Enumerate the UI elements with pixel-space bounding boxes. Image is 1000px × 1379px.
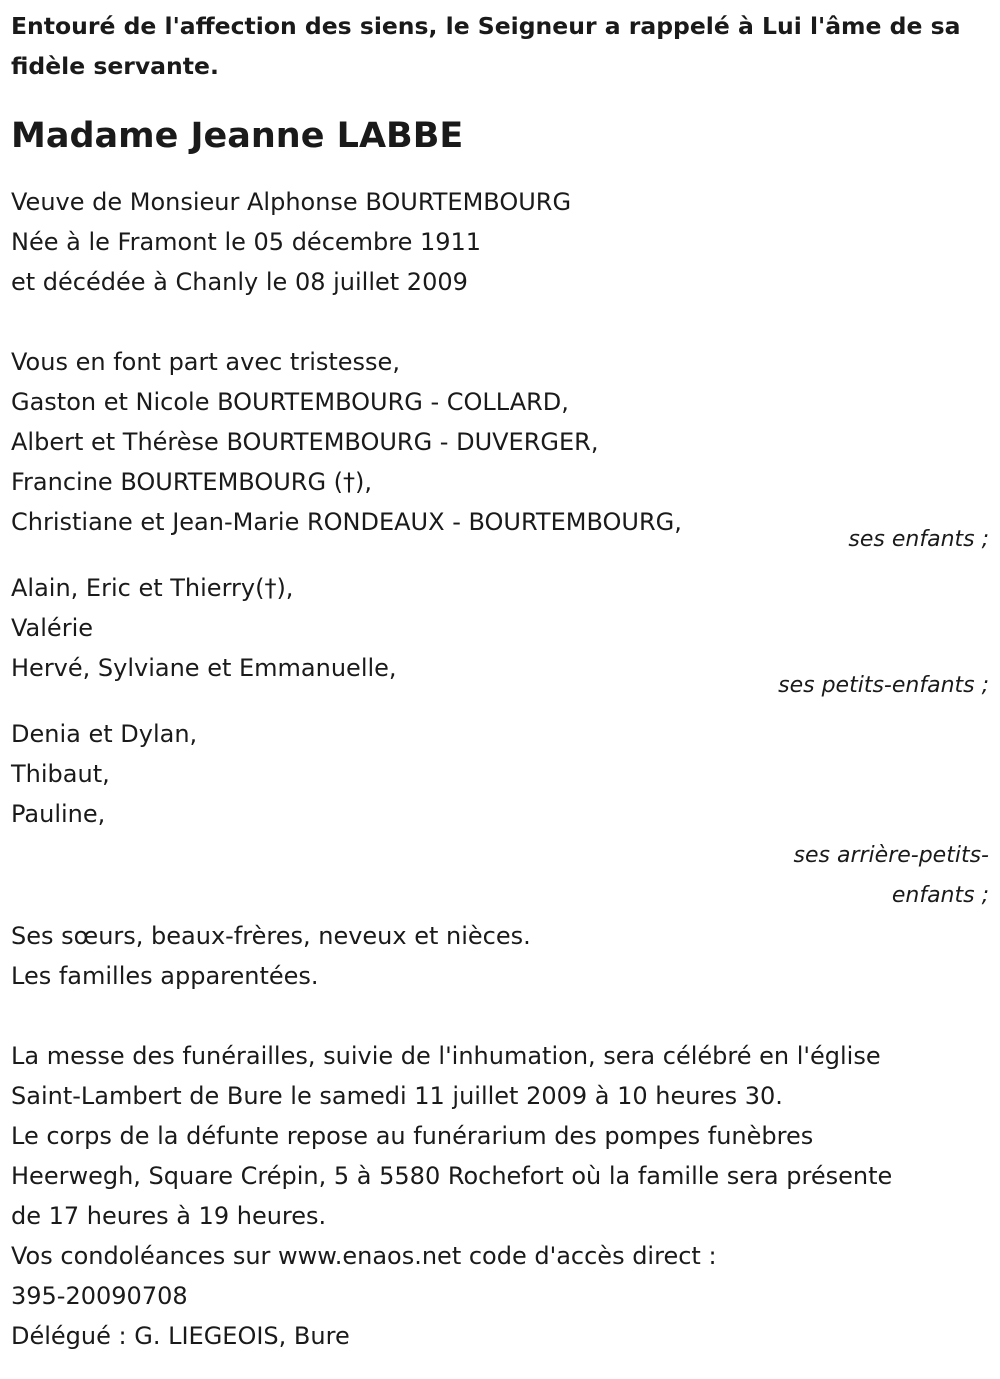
great-grandchild-line: Pauline, <box>11 800 106 828</box>
funeral-line: Heerwegh, Square Crépin, 5 à 5580 Rochefort où la famille sera présente <box>11 1162 893 1190</box>
deceased-name: Madame Jeanne LABBE <box>11 116 464 156</box>
announcement-text: Vous en font part avec tristesse, <box>11 348 400 376</box>
grandchild-line: Alain, Eric et Thierry(†), <box>11 574 294 602</box>
grandchild-line: Hervé, Sylviane et Emmanuelle, <box>11 654 397 682</box>
grandchildren-block <box>11 568 991 688</box>
funeral-line: Le corps de la défunte repose au funérarium des pompes funèbres <box>11 1122 814 1150</box>
delegate-line: Délégué : G. LIEGEOIS, Bure <box>11 1322 350 1350</box>
funeral-line: de 17 heures à 19 heures. <box>11 1202 327 1230</box>
funeral-block <box>11 1036 991 1356</box>
funeral-line: La messe des funérailles, suivie de l'inhumation, sera célébré en l'église <box>11 1042 881 1070</box>
great-grandchildren-role-cont: enfants ; <box>891 883 989 908</box>
details-block <box>11 182 991 302</box>
great-grandchild-line: Thibaut, <box>11 760 110 788</box>
child-line: Francine BOURTEMBOURG (†), <box>11 468 373 496</box>
details-line: Veuve de Monsieur Alphonse BOURTEMBOURG <box>11 188 572 216</box>
great-grandchildren-block <box>11 714 991 834</box>
great-grandchild-line: Denia et Dylan, <box>11 720 198 748</box>
child-line: Christiane et Jean-Marie RONDEAUX - BOURTEMBOURG, <box>11 508 682 536</box>
others-line: Les familles apparentées. <box>11 962 319 990</box>
others-line: Ses sœurs, beaux-frères, neveux et nièces. <box>11 922 531 950</box>
details-line: Née à le Framont le 05 décembre 1911 <box>11 228 482 256</box>
grandchild-line: Valérie <box>11 614 93 642</box>
others-block <box>11 916 991 996</box>
obituary-notice <box>11 0 991 1356</box>
access-code: 395-20090708 <box>11 1282 188 1310</box>
great-grandchildren-role: ses arrière-petits- <box>793 843 989 868</box>
funeral-line: Saint-Lambert de Bure le samedi 11 juillet 2009 à 10 heures 30. <box>11 1082 783 1110</box>
child-line: Albert et Thérèse BOURTEMBOURG - DUVERGER, <box>11 428 599 456</box>
grandchildren-role: ses petits-enfants ; <box>778 673 989 698</box>
children-block <box>11 342 991 542</box>
condolences-line: Vos condoléances sur www.enaos.net code d'accès direct : <box>11 1242 717 1270</box>
details-line: et décédée à Chanly le 08 juillet 2009 <box>11 268 468 296</box>
child-line: Gaston et Nicole BOURTEMBOURG - COLLARD, <box>11 388 569 416</box>
children-role: ses enfants ; <box>848 527 989 552</box>
intro-text: Entouré de l'affection des siens, le Seigneur a rappelé à Lui l'âme de sa fidèle servante. <box>11 12 961 80</box>
